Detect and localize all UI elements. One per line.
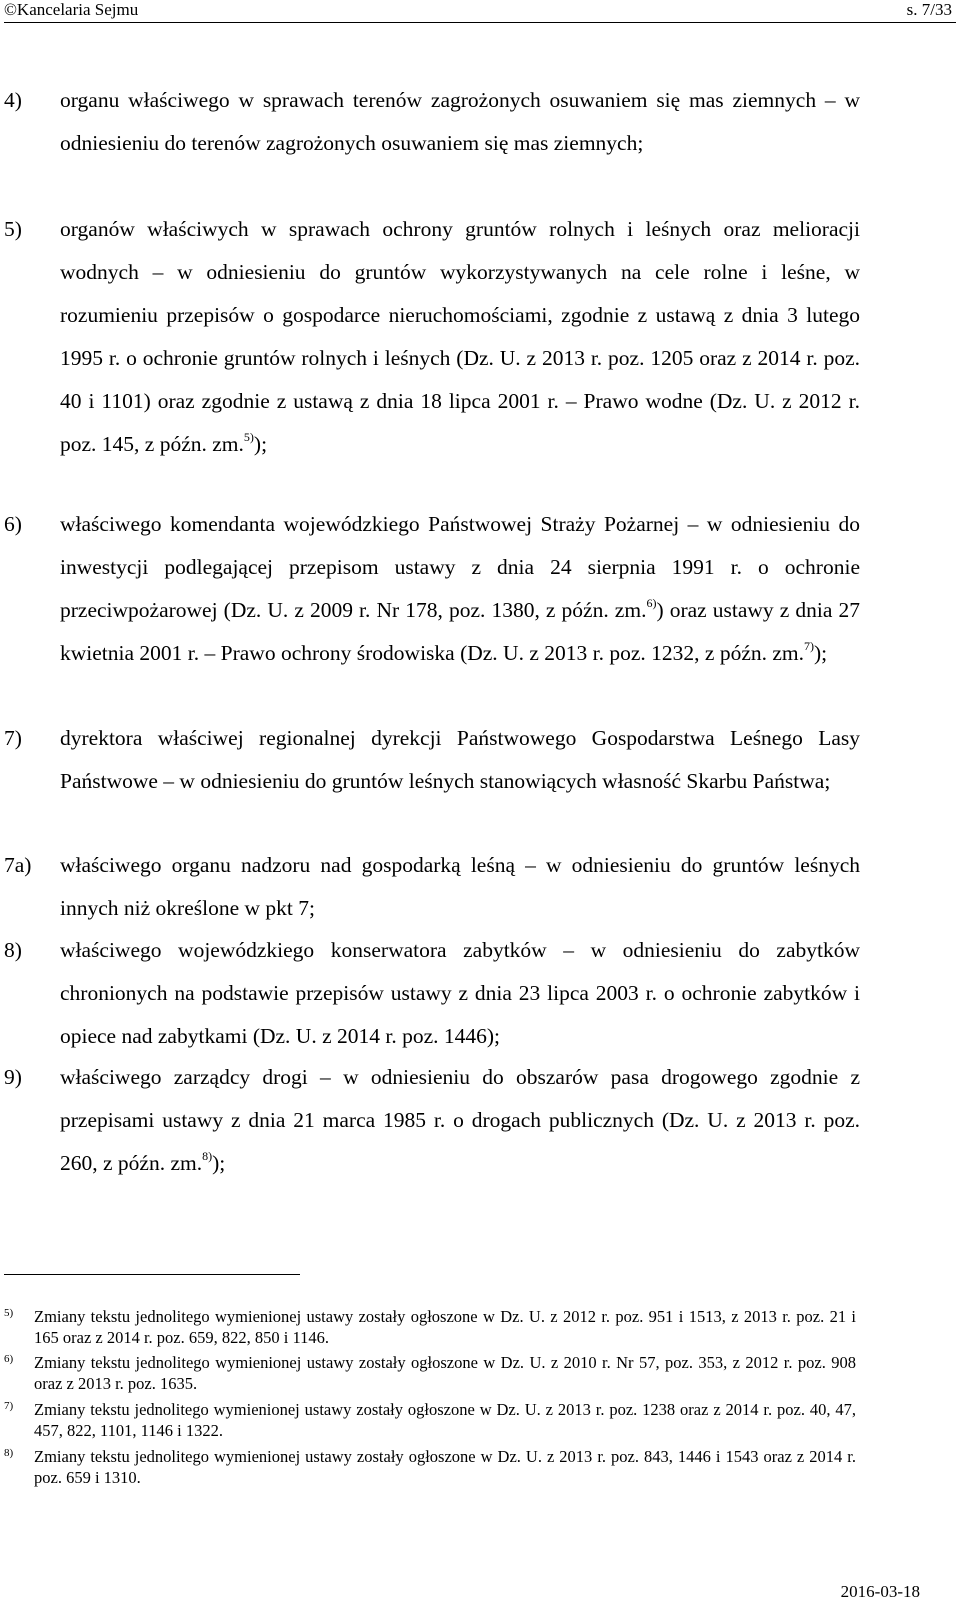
header-page-number: s. 7/33 [906,0,952,19]
footnote-ref[interactable]: 8) [202,1148,213,1163]
item-text: właściwego organu nadzoru nad gospodarką leśną – w odniesieniu do gruntów leśnych innych niż określone w pkt 7; [60,853,860,920]
item-number: 6) [4,512,22,536]
footnote [4,1446,856,1488]
header-publisher: ©Kancelaria Sejmu [4,0,139,19]
list-item [4,929,860,1058]
footnote-text: Zmiany tekstu jednolitego wymienionej ustawy zostały ogłoszone w Dz. U. z 2010 r. Nr 57, poz. 353, z 2012 r. poz. 908 oraz z 2013 r. poz. 1635. [34,1353,856,1393]
item-number: 5) [4,217,22,241]
item-number: 7a) [4,853,32,877]
footnote-text: Zmiany tekstu jednolitego wymienionej ustawy zostały ogłoszone w Dz. U. z 2013 r. poz. 1238 oraz z 2014 r. poz. 40, 47, 457, 822, 1101, 1146 i 1322. [34,1400,856,1440]
footnote-text: Zmiany tekstu jednolitego wymienionej ustawy zostały ogłoszone w Dz. U. z 2012 r. poz. 951 i 1513, z 2013 r. poz. 21 i 165 oraz z 2014 r. poz. 659, 822, 850 i 1146. [34,1307,856,1347]
item-text: właściwego wojewódzkiego konserwatora zabytków – w odniesieniu do zabytków chronionych na podstawie przepisów ustawy z dnia 23 lipca 2003 r. o ochronie zabytków i opiece nad zabytkami (Dz. U. z 2014 r. poz. 1446); [60,938,860,1048]
list-item [4,717,860,803]
list-item [4,208,860,466]
footnote [4,1306,856,1348]
footer-date: 2016-03-18 [840,1582,920,1601]
footnote-text: Zmiany tekstu jednolitego wymienionej ustawy zostały ogłoszone w Dz. U. z 2013 r. poz. 843, 1446 i 1543 oraz z 2014 r. poz. 659 i 1310. [34,1447,856,1487]
page-header [4,0,956,23]
item-number: 7) [4,726,22,750]
item-number: 9) [4,1065,22,1089]
list-item [4,79,860,165]
footnote-mark: 8) [4,1447,14,1459]
item-text: właściwego zarządcy drogi – w odniesieniu do obszarów pasa drogowego zgodnie z przepisami ustawy z dnia 21 marca 1985 r. o drogach publicznych (Dz. U. z 2013 r. poz. 260, z późn. zm.$^{8)}$); [60,1065,860,1175]
item-text: organu właściwego w sprawach terenów zagrożonych osuwaniem się mas ziemnych – w odniesieniu do terenów zagrożonych osuwaniem się mas ziemnych; [60,88,860,155]
footnote [4,1352,856,1394]
footnote-ref[interactable]: 5) [243,429,254,444]
item-text: organów właściwych w sprawach ochrony gruntów rolnych i leśnych oraz melioracji wodnych – w odniesieniu do gruntów wykorzystywanych na cele rolne i leśne, w rozumieniu przepisów o gospodarce nieruchomościami, zgodnie z ustawą z dnia 3 lutego 1995 r. o ochronie gruntów rolnych i leśnych (Dz. U. z 2013 r. poz. 1205 oraz z 2014 r. poz. 40 i 1101) oraz zgodnie z ustawą z dnia 18 lipca 2001 r. – Prawo wodne (Dz. U. z 2012 r. poz. 145, z późn. zm.$^{5)}$); [60,217,860,456]
footnote-mark: 7) [4,1400,14,1412]
footnote-separator [4,1274,300,1275]
list-item [4,1056,860,1185]
footnote-ref[interactable]: 6) [646,595,657,610]
item-number: 4) [4,88,22,112]
footnote-ref[interactable]: 7) [804,638,814,653]
footnote-mark: 6) [4,1353,14,1365]
item-number: 8) [4,938,22,962]
footnote [4,1399,856,1441]
footnote-mark: 5) [4,1307,14,1319]
item-text: dyrektora właściwej regionalnej dyrekcji Państwowego Gospodarstwa Leśnego Lasy Państwowe – w odniesieniu do gruntów leśnych stanowiących własność Skarbu Państwa; [60,726,860,793]
list-item [4,503,860,675]
list-item [4,844,860,930]
item-text: właściwego komendanta wojewódzkiego Państwowej Straży Pożarnej – w odniesieniu do inwestycji podlegającej przepisom ustawy z dnia 24 sierpnia 1991 r. o ochronie przeciwpożarowej (Dz. U. z 2009 r. Nr 178, poz. 1380, z późn. zm.$^{6)}$) oraz ustawy z dnia 27 kwietnia 2001 r. – Prawo ochrony środowiska (Dz. U. z 2013 r. poz. 1232, z późn. zm.$^{7)}$); [60,512,860,665]
